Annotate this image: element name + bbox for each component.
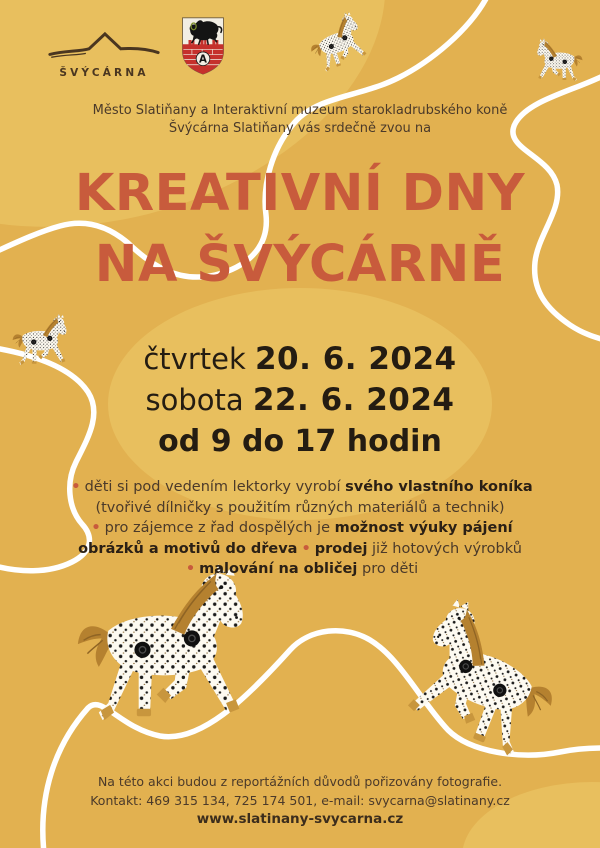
poster-title-line-1: KREATIVNÍ DNY [74,164,526,223]
coat-of-arms [177,17,229,75]
program-line-4 [60,539,540,560]
spotted-horse-bottom-left [78,564,243,720]
event-hours: od 9 do 17 hodin [158,424,442,459]
coat-of-arms-letter: A [199,54,207,66]
bullet-icon: • [71,479,81,495]
poster-title [0,158,600,300]
program-text-bold: možnost výuky pájení [334,520,513,536]
footer [0,773,600,829]
program-text: pro děti [357,561,419,577]
spotted-horse-top-right [537,38,582,81]
event-date-2 [0,382,600,423]
program-text: již hotových výrobků [367,540,522,557]
bullet-icon: • [91,520,101,536]
bullet-icon: • [301,540,311,557]
program-line-5 [60,559,540,580]
intro-line-1: Město Slatiňany a Interaktivní muzeum starokladrubského koně [92,103,508,118]
spotted-horse-top-center [303,10,369,74]
program-text-bold: prodej [314,540,368,557]
event-day-1-date: 20. 6. 2024 [254,341,457,377]
event-day-1-label: čtvrtek [143,342,255,376]
program-text: pro zájemce z řad dospělých je [104,520,335,536]
intro-line-2: Švýcárna Slatiňany vás srdečně zvou na [168,121,432,136]
program-line-2: (tvořivé dílničky s použitím různých materiálů a technik) [95,499,505,516]
event-day-2-date: 22. 6. 2024 [252,382,455,418]
bullet-icon: • [185,561,196,577]
event-date-1 [0,341,600,382]
program-line-1 [60,477,540,498]
footer-notice: Na této akci budou z reportážních důvodů pořizovány fotografie. [97,774,503,789]
program-line-3 [60,518,540,539]
event-dates [0,341,600,460]
footer-website: www.slatinany-svycarna.cz [196,811,404,827]
spotted-horse-bottom-right [402,594,575,763]
intro-text [0,102,600,138]
program-text-bold: svého vlastního koníka [345,479,533,495]
program-text-bold: malování na obličej [199,561,358,577]
program-list [60,477,540,580]
footer-contact: Kontakt: 469 315 134, 725 174 501, e-mail: svycarna@slatinany.cz [90,792,510,808]
program-text: děti si pod vedením lektorky vyrobí [84,479,346,495]
poster-title-line-2: NA ŠVÝCÁRNĚ [94,235,506,294]
svycarna-logo [48,30,160,79]
program-text-bold: obrázků a motivů do dřeva [78,540,298,557]
event-day-2-label: sobota [145,383,253,417]
logo-text: ŠVÝCÁRNA [59,67,149,79]
mountain-icon [48,30,160,62]
